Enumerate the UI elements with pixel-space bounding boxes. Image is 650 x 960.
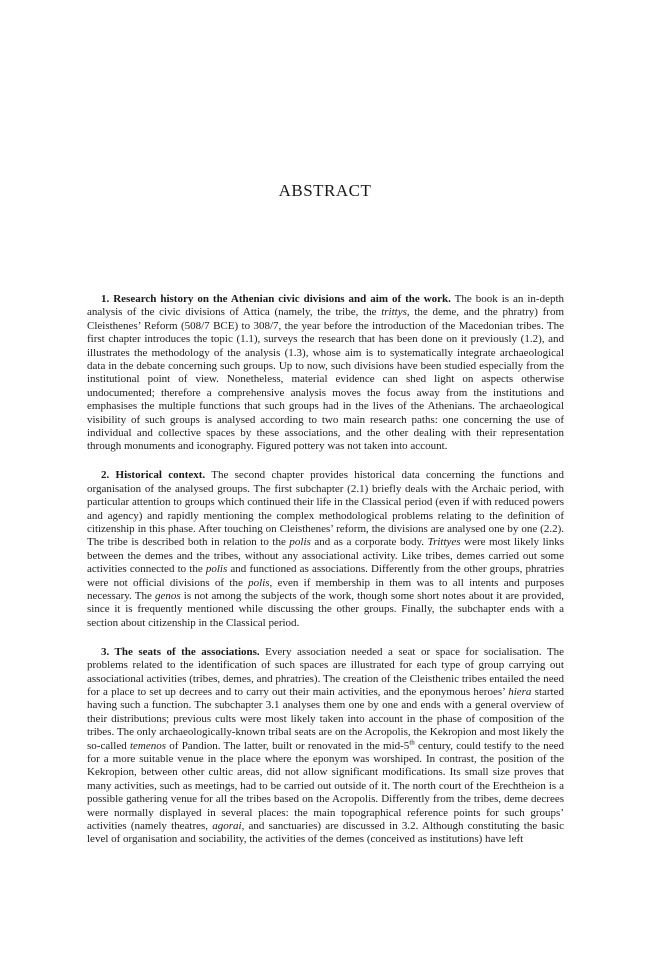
italic-term: agorai [212, 820, 242, 833]
italic-term: temenos [129, 739, 167, 752]
paragraph-text: The second chapter provides historical data concerning the functions and organisation of the analysed groups. The first subchapter (2.1) briefly deals with the Archaic period, with particular attention to groups which continued their life in the Classical period (even if with reduced powers and agency) and rapidly mentioning the complex methodological problems relating to the definition of citizenship in this phase. After touching on Cleisthenes’ reform, the divisions are analysed one by one (2.2). The tribe is described both in relation to the [87, 469, 564, 549]
paragraph-text: , the deme, and the phratry) from Cleisthenes’ Reform (508/7 BCE) to 308/7, the year before the introduction of the Macedonian tribes. The first chapter introduces the topic (1.1), surveys the research that has been done on it previously (1.2), and illustrates the methodology of the analysis (1.3), whose aim is to systematically integrate archaeological data in the debate concerning such groups. Up to now, such divisions have been studied especially from the institutional point of view. Nonetheless, material evidence can shed light on aspects otherwise undocumented; therefore a comprehensive analysis moves the focus away from the institutions and emphasises the multiple functions that such groups had in the lives of the Athenians. The archaeological visibility of such groups is analysed according to two main research paths: one concerning the use of individual and collective spaces by these associations, and the other dealing with their representation through monuments and iconography. Figured pottery was not taken into account. [87, 306, 564, 453]
paragraph-text: is not among the subjects of the work, though some short notes about it are provided, since it is frequently mentioned while discussing the other groups. Finally, the subchapter ends with a section about citizenship in the Classical period. [87, 590, 564, 629]
italic-term: trittys [381, 306, 407, 319]
italic-term: genos [154, 590, 181, 603]
paragraph-text: of Pandion. The latter, built or renovated in the mid-5 [166, 739, 410, 752]
paragraph-text: and as a corporate body. [310, 536, 428, 549]
paragraph-text: , even if membership in them was to all intents and purposes necessary. The [87, 576, 565, 603]
paragraph-text: started having such a function. The subchapter 3.1 analyses them one by one and ends with a general overview of their distributions; previous cults were most likely taken into account in the phase of composition of the tribes. The only archaeologically-known tribal seats are on the Acropolis, the Kekropion and most likely the so-called [87, 685, 564, 752]
section-title: 2. Historical context. [101, 469, 206, 482]
paragraph-research-history [87, 293, 564, 454]
abstract-body [87, 293, 564, 847]
abstract-heading: ABSTRACT [278, 181, 372, 200]
paragraph-historical-context [87, 469, 564, 630]
paragraph-text: century, could testify to the need for a more suitable venue in the place where the eponym was worshiped. In contrast, the position of the Kekropion, between other cultic areas, did not allow significant modifications. Its small size proves that many activities, such as meetings, had to be carried out outside of it. The north court of the Erechtheion is a possible gathering venue for all the tribes based on the Acropolis. Differently from the tribes, deme decrees were normally displayed in several places: the main topographical reference points for such groups’ activities (namely theatres, [87, 739, 565, 833]
paragraph-text: and functioned as associations. Differently from the other groups, phratries were not official divisions of the [87, 563, 564, 589]
italic-term: polis [289, 536, 311, 549]
section-title: 1. Research history on the Athenian civic divisions and aim of the work. [101, 293, 451, 305]
italic-term: hiera [508, 685, 532, 698]
superscript: th [409, 737, 415, 746]
italic-term: polis [205, 563, 228, 576]
italic-term: Trittyes [427, 536, 461, 549]
paragraph-text: were most likely links between the demes and the tribes, without any associational activity. Like tribes, demes carried out some activities connected to the [87, 536, 564, 576]
paragraph-text: Every association needed a seat or space for socialisation. The problems related to the identification of such spaces are illustrated for each type of group carrying out associational activities (tribes, demes, and phratries). The creation of the Cleisthenic tribes entailed the need for a place to set up decrees and to carry out their main activities, and the eponymous heroes’ [87, 645, 564, 698]
italic-term: polis [248, 576, 270, 589]
paragraph-text: The book is an in-depth analysis of the civic divisions of Attica (namely, the tribe, the [87, 293, 565, 319]
paragraph-seats-of-associations [87, 646, 564, 847]
section-title: 3. The seats of the associations. [101, 645, 260, 658]
paragraph-text: , and sanctuaries) are discussed in 3.2. Although constituting the basic level of organisation and sociability, the activities of the demes (conceived as institutions) have left [87, 820, 564, 846]
